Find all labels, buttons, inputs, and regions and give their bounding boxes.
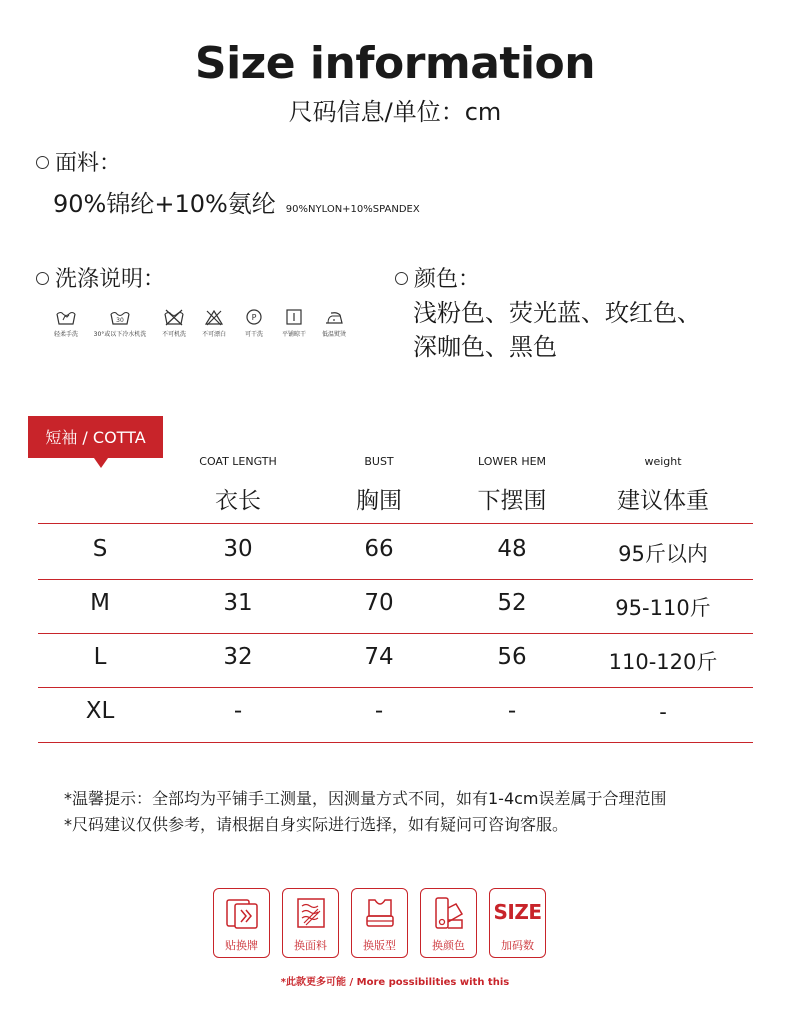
badge-fabric (282, 888, 339, 958)
size-text-icon: SIZE (493, 900, 542, 924)
tag-pointer-icon (94, 458, 108, 468)
care-label: 低温熨烫 (321, 331, 346, 338)
column-header-cn: 衣长 (215, 488, 261, 514)
badge-pattern (351, 888, 408, 958)
table-divider (38, 633, 753, 634)
column-header-cn: 建议体重 (617, 488, 709, 514)
table-divider (38, 523, 753, 524)
fabric-value (53, 184, 420, 219)
color-line-1: 浅粉色、荧光蓝、玫红色、 (413, 299, 701, 327)
circle-bullet-icon (36, 156, 49, 169)
note-line: *尺码建议仅供参考，请根据自身实际进行选择，如有疑问可咨询客服。 (64, 815, 569, 834)
badge-label: 贴换牌 (225, 939, 258, 952)
table-cell: 95斤以内 (618, 542, 708, 566)
low-iron-icon (323, 308, 345, 326)
fabric-label: 面料： (55, 151, 122, 176)
care-item (87, 308, 153, 338)
table-cell: 52 (497, 590, 527, 616)
footer-note: *此款更多可能 / More possibilities with this (280, 977, 510, 988)
table-cell: 31 (223, 590, 253, 616)
badge-tag-swap (213, 888, 270, 958)
color-label-row (395, 262, 480, 293)
badge-color (420, 888, 477, 958)
care-label: 不可机洗 (161, 331, 186, 338)
size-cell: M (90, 590, 110, 616)
table-cell: 56 (497, 644, 527, 670)
care-item (275, 308, 313, 338)
table-cell: 74 (364, 644, 394, 670)
page-title: Size information (194, 38, 596, 89)
care-label: 轻柔手洗 (53, 331, 78, 338)
table-cell: 66 (364, 536, 394, 562)
customization-badges (213, 888, 558, 958)
svg-text:P: P (251, 313, 257, 322)
care-label: 可干洗 (244, 331, 263, 338)
fabric-value-cn: 90%锦纶+10%氨纶 (53, 190, 276, 218)
badge-label: 换颜色 (432, 939, 465, 952)
care-icons-row (47, 308, 355, 338)
badge-size (489, 888, 546, 958)
badge-label: 换面料 (294, 939, 327, 952)
size-cell: S (92, 536, 108, 562)
no-bleach-icon (203, 308, 225, 326)
column-header-cn: 胸围 (356, 488, 402, 514)
table-cell: - (233, 698, 243, 724)
circle-bullet-icon (395, 272, 408, 285)
table-cell: - (659, 700, 667, 724)
table-divider (38, 579, 753, 580)
hand-wash-icon (55, 308, 77, 326)
wash-30-icon (109, 308, 131, 326)
column-header-en: weight (644, 455, 682, 468)
page-subtitle: 尺码信息/单位：cm (288, 98, 502, 126)
table-cell: - (374, 698, 384, 724)
table-cell: 110-120斤 (608, 650, 718, 674)
circle-bullet-icon (36, 272, 49, 285)
svg-text:30: 30 (116, 317, 124, 324)
fabric-label-row (36, 146, 121, 177)
table-divider (38, 687, 753, 688)
table-divider (38, 742, 753, 743)
tag-swap-icon (223, 894, 261, 932)
table-cell: 32 (223, 644, 253, 670)
care-item (155, 308, 193, 338)
care-label: 30°或以下冷水机洗 (93, 331, 147, 338)
care-item (235, 308, 273, 338)
fabric-icon (292, 894, 330, 932)
note-line: *温馨提示：全部均为平铺手工测量，因测量方式不同，如有1-4cm误差属于合理范围 (64, 789, 667, 808)
size-cell: L (93, 644, 107, 670)
table-cell: 48 (497, 536, 527, 562)
dry-clean-p-icon (243, 308, 265, 326)
section-tag: 短袖 / COTTA (28, 416, 163, 458)
table-cell: 30 (223, 536, 253, 562)
care-label: 不可漂白 (201, 331, 226, 338)
washing-label-row (36, 262, 165, 293)
badge-label: 加码数 (501, 939, 534, 952)
care-label: 平铺晾干 (281, 331, 306, 338)
color-line-2: 深咖色、黑色 (413, 333, 557, 361)
table-cell: 70 (364, 590, 394, 616)
color-values (413, 296, 743, 364)
fabric-value-en: 90%NYLON+10%SPANDEX (285, 204, 420, 215)
care-item (195, 308, 233, 338)
care-item (47, 308, 85, 338)
washing-label: 洗涤说明： (55, 267, 166, 292)
care-item (315, 308, 353, 338)
column-header-en: LOWER HEM (477, 455, 547, 468)
pattern-icon (361, 894, 399, 932)
color-swatch-icon (430, 894, 468, 932)
badge-label: 换版型 (363, 939, 396, 952)
table-cell: - (507, 698, 517, 724)
column-header-en: COAT LENGTH (199, 455, 277, 468)
no-machine-wash-icon (163, 308, 185, 326)
table-cell: 95-110斤 (615, 596, 711, 620)
column-header-en: BUST (364, 455, 394, 468)
flat-dry-icon (283, 308, 305, 326)
color-label: 颜色： (414, 267, 481, 292)
column-header-cn: 下摆围 (477, 488, 547, 514)
size-cell: XL (85, 698, 115, 724)
